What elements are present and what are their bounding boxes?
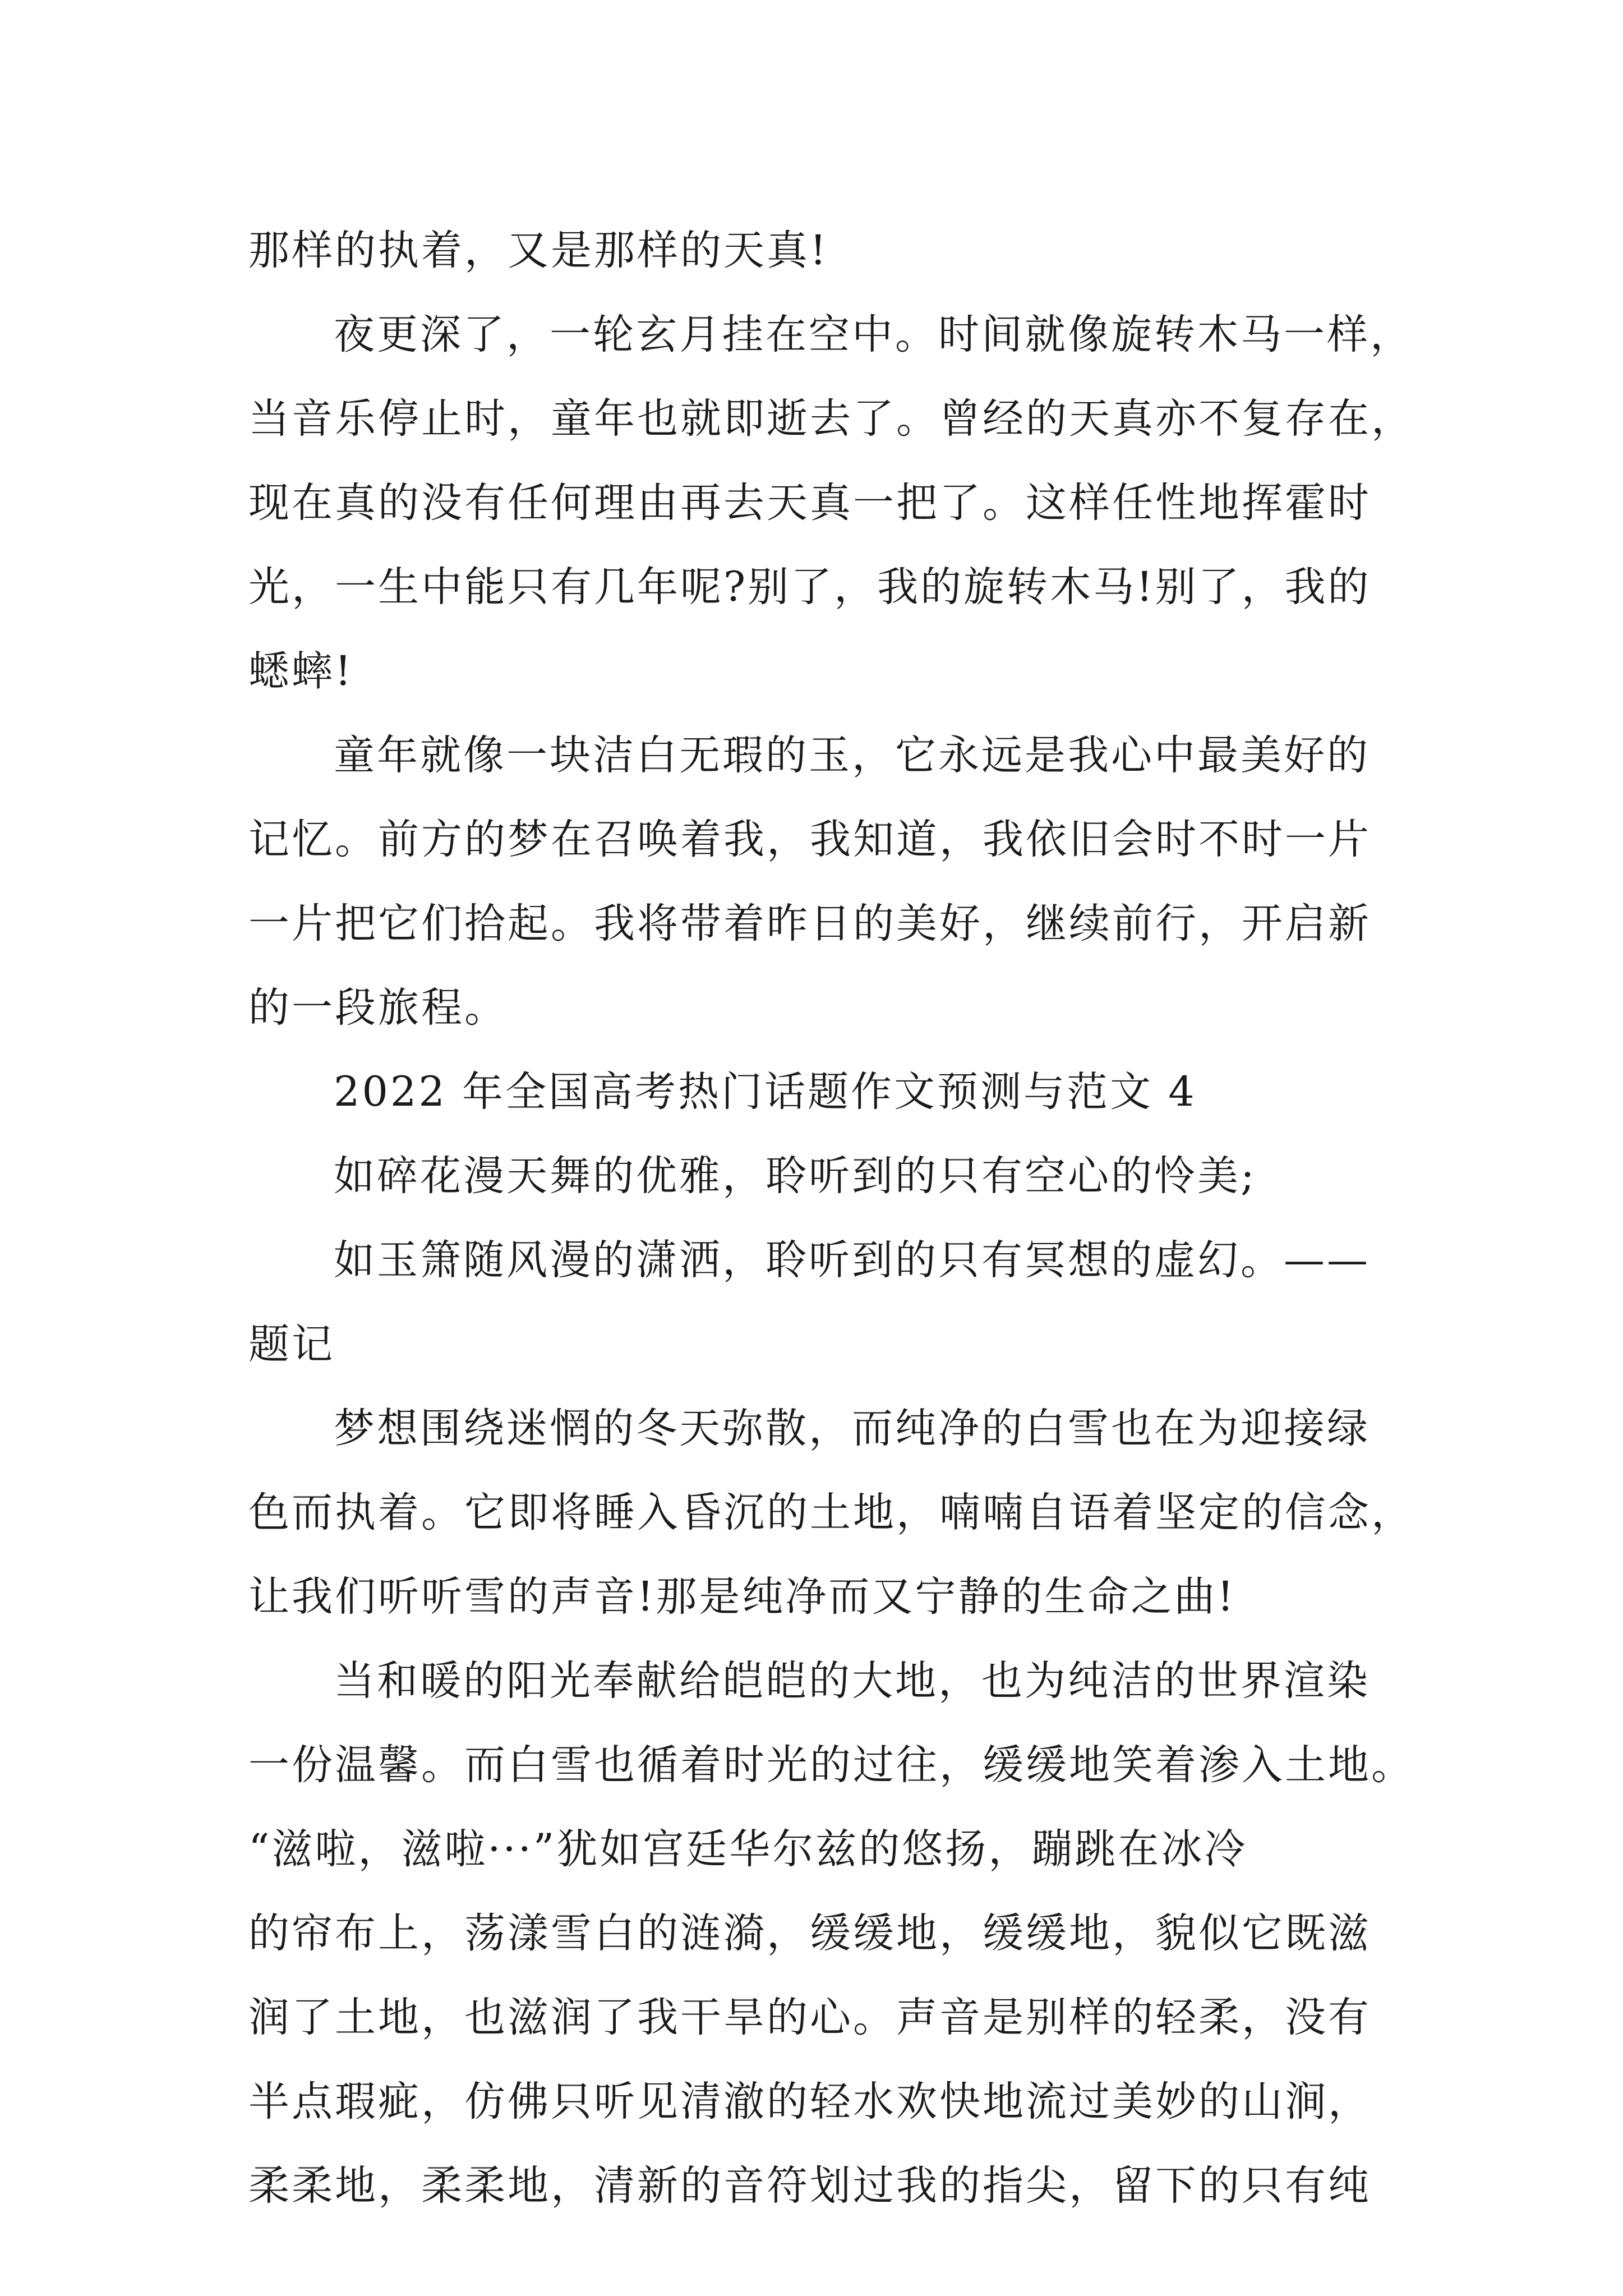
text-line: 光，一生中能只有几年呢?别了，我的旋转木马!别了，我的 <box>248 563 1371 611</box>
text-line: 色而执着。它即将睡入昏沉的土地，喃喃自语着坚定的信念， <box>248 1489 1414 1536</box>
text-line: 夜更深了，一轮玄月挂在空中。时间就像旋转木马一样， <box>334 311 1413 358</box>
text-line: 让我们听听雪的声音!那是纯净而又宁静的生命之曲! <box>248 1573 1236 1621</box>
text-line: 一份温馨。而白雪也循着时光的过往，缓缓地笑着渗入土地。 <box>248 1741 1414 1789</box>
text-line: “滋啦，滋啦···”犹如宫廷华尔兹的悠扬，蹦跳在冰冷 <box>248 1825 1248 1873</box>
text-line: 半点瑕疵，仿佛只听见清澈的轻水欢快地流过美妙的山涧， <box>248 2078 1371 2125</box>
text-line: 那样的执着，又是那样的天真! <box>248 227 829 274</box>
text-line: 的一段旅程。 <box>248 984 508 1032</box>
text-line: 的帘布上，荡漾雪白的涟漪，缓缓地，缓缓地，貌似它既滋 <box>248 1910 1371 1957</box>
epigraph-line: 如碎花漫天舞的优雅，聆听到的只有空心的怜美; <box>334 1152 1257 1200</box>
epigraph-attribution: 题记 <box>248 1320 335 1368</box>
section-heading: 2022 年全国高考热门话题作文预测与范文 4 <box>334 1068 1197 1116</box>
text-line: 蟋蟀! <box>248 647 354 695</box>
body-text <box>248 209 1414 2228</box>
epigraph-line: 如玉箫随风漫的潇洒，聆听到的只有冥想的虚幻。—— <box>334 1236 1370 1284</box>
text-line: 当音乐停止时，童年也就即逝去了。曾经的天真亦不复存在， <box>248 395 1414 443</box>
text-line: 当和暖的阳光奉献给皑皑的大地，也为纯洁的世界渲染 <box>334 1657 1370 1705</box>
text-line: 梦想围绕迷惘的冬天弥散，而纯净的白雪也在为迎接绿 <box>334 1405 1370 1452</box>
text-line: 现在真的没有任何理由再去天真一把了。这样任性地挥霍时 <box>248 479 1371 527</box>
text-line: 童年就像一块洁白无瑕的玉，它永远是我心中最美好的 <box>334 731 1370 779</box>
text-line: 记忆。前方的梦在召唤着我，我知道，我依旧会时不时一片 <box>248 816 1371 863</box>
text-line: 润了土地，也滋润了我干旱的心。声音是别样的轻柔，没有 <box>248 1994 1371 2041</box>
text-line: 一片把它们拾起。我将带着昨日的美好，继续前行，开启新 <box>248 900 1371 947</box>
text-line: 柔柔地，柔柔地，清新的音符划过我的指尖，留下的只有纯 <box>248 2162 1371 2210</box>
